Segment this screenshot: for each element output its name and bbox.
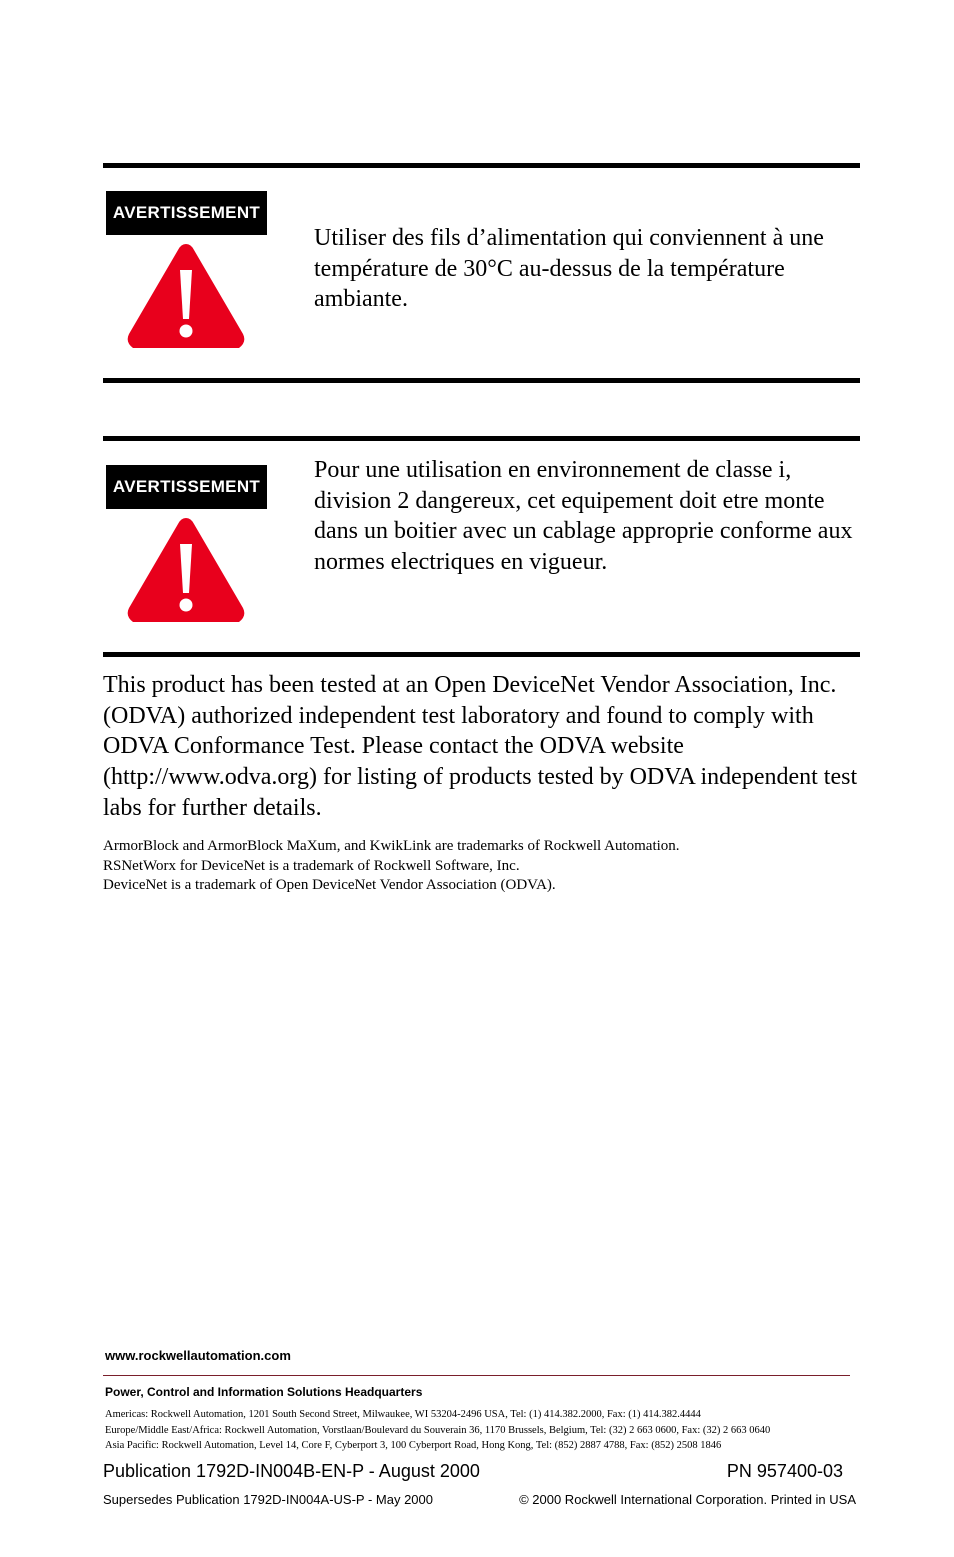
trademark-line: RSNetWorx for DeviceNet is a trademark of Rockwell Software, Inc.	[103, 857, 520, 874]
trademark-notice	[103, 837, 863, 896]
warning-1-top-rule	[103, 163, 860, 168]
hq-addresses	[105, 1407, 865, 1454]
warning-2-badge: AVERTISSEMENT	[106, 465, 267, 509]
odva-statement: This product has been tested at an Open DeviceNet Vendor Association, Inc. (ODVA) authorized independent test laboratory and found to comply with ODVA Conformance Test. Please contact the ODVA website (http://www.odva.org) for listing of products tested by ODVA independent test labs for further details.	[103, 672, 858, 821]
publication-number: Publication 1792D-IN004B-EN-P - August 2000	[103, 1461, 480, 1481]
copyright: © 2000 Rockwell International Corporation. Printed in USA	[519, 1492, 856, 1507]
address-line: Asia Pacific: Rockwell Automation, Level 14, Core F, Cyberport 3, 100 Cyberport Road, Hong Kong, Tel: (852) 2887 4788, Fax: (852) 2508 1846	[105, 1440, 722, 1452]
warning-triangle-icon	[124, 240, 248, 352]
hq-title: Power, Control and Information Solutions Headquarters	[105, 1385, 423, 1399]
warning-1-bottom-rule	[103, 378, 860, 383]
address-line: Americas: Rockwell Automation, 1201 South Second Street, Milwaukee, WI 53204-2496 USA, Tel: (1) 414.382.2000, Fax: (1) 414.382.4444	[105, 1409, 701, 1420]
website-link[interactable]: www.rockwellautomation.com	[105, 1348, 291, 1363]
warning-2-top-rule	[103, 436, 860, 441]
warning-1-badge: AVERTISSEMENT	[106, 191, 267, 235]
warning-triangle-icon	[124, 514, 248, 626]
warning-1-text: Utiliser des fils d’alimentation qui conviennent à une température de 30°C au-dessus de la température ambiante.	[314, 225, 824, 313]
part-number: PN 957400-03	[726, 1461, 843, 1481]
trademark-line: DeviceNet is a trademark of Open DeviceNet Vendor Association (ODVA).	[103, 877, 556, 894]
footer-divider	[103, 1375, 850, 1376]
address-line: Europe/Middle East/Africa: Rockwell Automation, Vorstlaan/Boulevard du Souverain 36, 1170 Brussels, Belgium, Tel: (32) 2 663 0600, Fax: (32) 2 663 0640	[105, 1424, 771, 1436]
warning-2-bottom-rule	[103, 652, 860, 657]
trademark-line: ArmorBlock and ArmorBlock MaXum, and KwikLink are trademarks of Rockwell Automation.	[103, 838, 680, 854]
supersedes-note: Supersedes Publication 1792D-IN004A-US-P - May 2000	[103, 1492, 433, 1507]
warning-2-text: Pour une utilisation en environnement de classe i, division 2 dangereux, cet equipement doit etre monte dans un boitier avec un cablage approprie conforme aux normes electriques en vigueur.	[314, 457, 853, 576]
